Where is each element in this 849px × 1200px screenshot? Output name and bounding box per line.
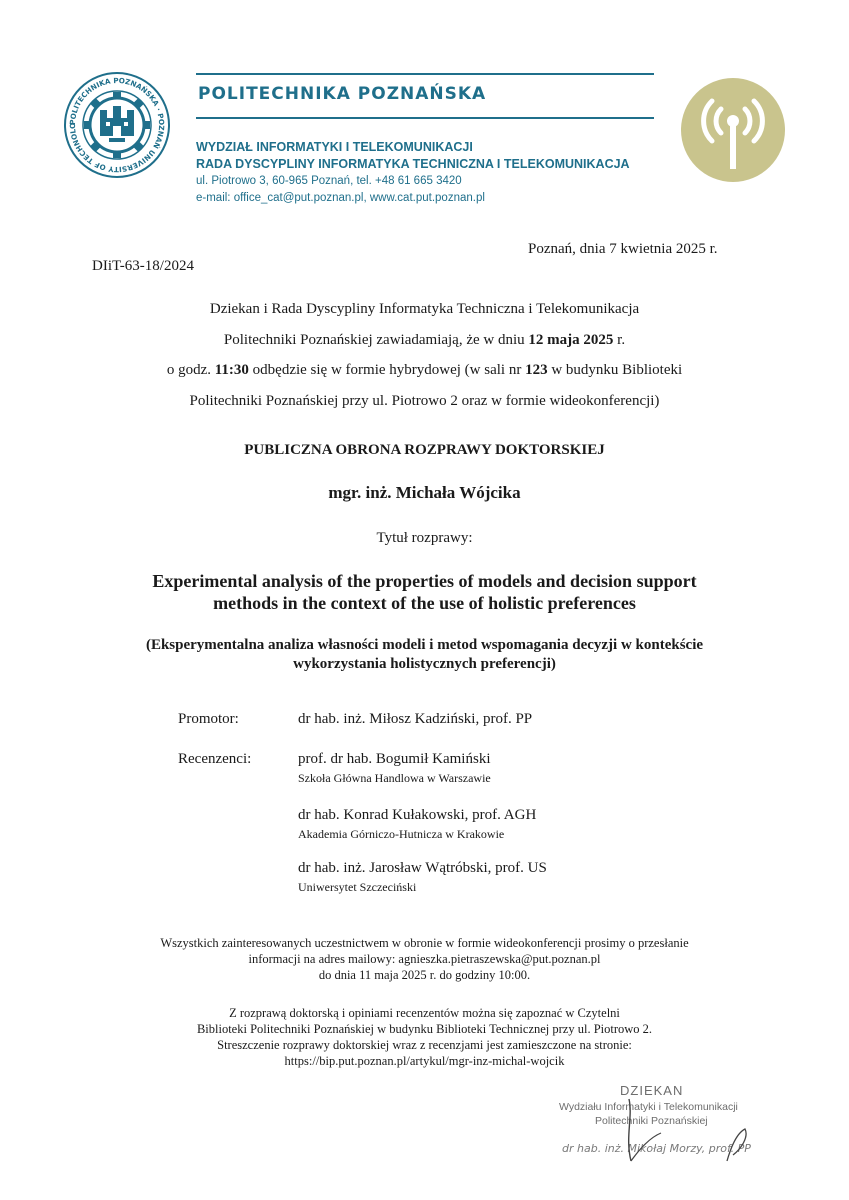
svg-text:POLITECHNIKA POZNAŃSKA · POZNA: POLITECHNIKA POZNAŃSKA · POZNAŃ UNIVERSITY OF TECHNOLO xyxy=(67,75,167,175)
thesis-title-english: Experimental analysis of the properties of models and decision support methods in the context of the use of holistic preferences xyxy=(152,571,697,613)
dean-stamp xyxy=(545,1083,760,1163)
date-line: Poznań, dnia 7 kwietnia 2025 r. xyxy=(528,241,718,257)
intro-line-3: o godz. 11:30 odbędzie się w formie hybrydowej (w sali nr 123 w budynku Biblioteki xyxy=(166,362,683,378)
reviewers-label: Recenzenci: xyxy=(178,751,252,767)
address: ul. Piotrowo 3, 60-965 Poznań, tel. +48 61 665 3420 xyxy=(196,175,462,187)
promotor-label: Promotor: xyxy=(178,711,239,727)
dean-signature: dr hab. inż. Mikołaj Morzy, prof. PP xyxy=(562,1142,751,1155)
stamp-line-2: Politechniki Poznańskiej xyxy=(595,1115,708,1127)
intro-line-1: Dziekan i Rada Dyscypliny Informatyka Techniczna i Telekomunikacja xyxy=(209,301,640,317)
reviewer-name: prof. dr hab. Bogumił Kamiński xyxy=(298,751,491,767)
signature-stroke xyxy=(621,1097,681,1165)
faculty-name: WYDZIAŁ INFORMATYKI I TELEKOMUNIKACJI xyxy=(196,140,473,154)
room-number: 123 xyxy=(525,362,548,378)
university-name: POLITECHNIKA POZNAŃSKA xyxy=(198,84,487,104)
wireless-signal-icon xyxy=(681,78,785,182)
contact-info: e-mail: office_cat@put.poznan.pl, www.cat.put.poznan.pl xyxy=(196,192,485,204)
candidate-name: mgr. inż. Michała Wójcika xyxy=(328,483,521,502)
header-rule-bottom xyxy=(196,117,654,119)
thesis-title-polish: (Eksperymentalna analiza własności modeli i metod wspomagania decyzji w kontekście wykorzystania holistycznych preferencji) xyxy=(145,637,704,672)
defense-time: 11:30 xyxy=(214,362,249,378)
defense-date: 12 maja 2025 xyxy=(528,331,614,348)
university-seal-icon xyxy=(62,70,172,180)
bip-link[interactable]: https://bip.put.poznan.pl/artykul/mgr-inz-michal-wojcik xyxy=(284,1054,565,1068)
reviewer-name: dr hab. Konrad Kułakowski, prof. AGH xyxy=(298,807,537,823)
videoconference-notice: Wszystkich zainteresowanych uczestnictwem w obronie w formie wideokonferencji prosimy o przesłanie informacji na adres mailowy: agnieszka.pietraszewska@put.poznan.pl do dnia 11 maja 2025 r. do godziny 10:00. xyxy=(160,936,689,982)
signature-flourish xyxy=(723,1127,753,1163)
intro-line-2: Politechniki Poznańskiej zawiadamiają, że w dniu 12 maja 2025 r. xyxy=(223,331,626,348)
library-notice: Z rozprawą doktorską i opiniami recenzentów można się zapoznać w Czytelni Biblioteki Politechniki Poznańskiej w budynku Biblioteki Technicznej przy ul. Piotrowo 2. Streszczenie rozprawy doktorskiej wraz z recenzjami jest zamieszczone na stronie: https://bip.put.poznan.pl/artykul/mgr-inz-michal-wojcik xyxy=(0,1005,849,1069)
defense-heading: PUBLICZNA OBRONA ROZPRAWY DOKTORSKIEJ xyxy=(244,442,605,458)
announcement-intro xyxy=(0,294,849,416)
reviewer-institution: Uniwersytet Szczeciński xyxy=(298,880,417,894)
reviewer-institution: Szkoła Główna Handlowa w Warszawie xyxy=(298,771,491,785)
council-name: RADA DYSCYPLINY INFORMATYKA TECHNICZNA I TELEKOMUNIKACJA xyxy=(196,157,630,171)
header-rule-top xyxy=(196,73,654,75)
thesis-title-label: Tytuł rozprawy: xyxy=(376,530,473,546)
reference-number: DIiT-63-18/2024 xyxy=(92,258,194,274)
stamp-title: DZIEKAN xyxy=(620,1083,684,1098)
promotor-name: dr hab. inż. Miłosz Kadziński, prof. PP xyxy=(298,711,533,727)
reviewer-institution: Akademia Górniczo-Hutnicza w Krakowie xyxy=(298,827,505,841)
reviewer-name: dr hab. inż. Jarosław Wątróbski, prof. US xyxy=(298,860,547,876)
stamp-line-1: Wydziału Informatyki i Telekomunikacji xyxy=(559,1101,738,1113)
intro-line-4: Politechniki Poznańskiej przy ul. Piotrowo 2 oraz w formie wideokonferencji) xyxy=(189,392,660,409)
